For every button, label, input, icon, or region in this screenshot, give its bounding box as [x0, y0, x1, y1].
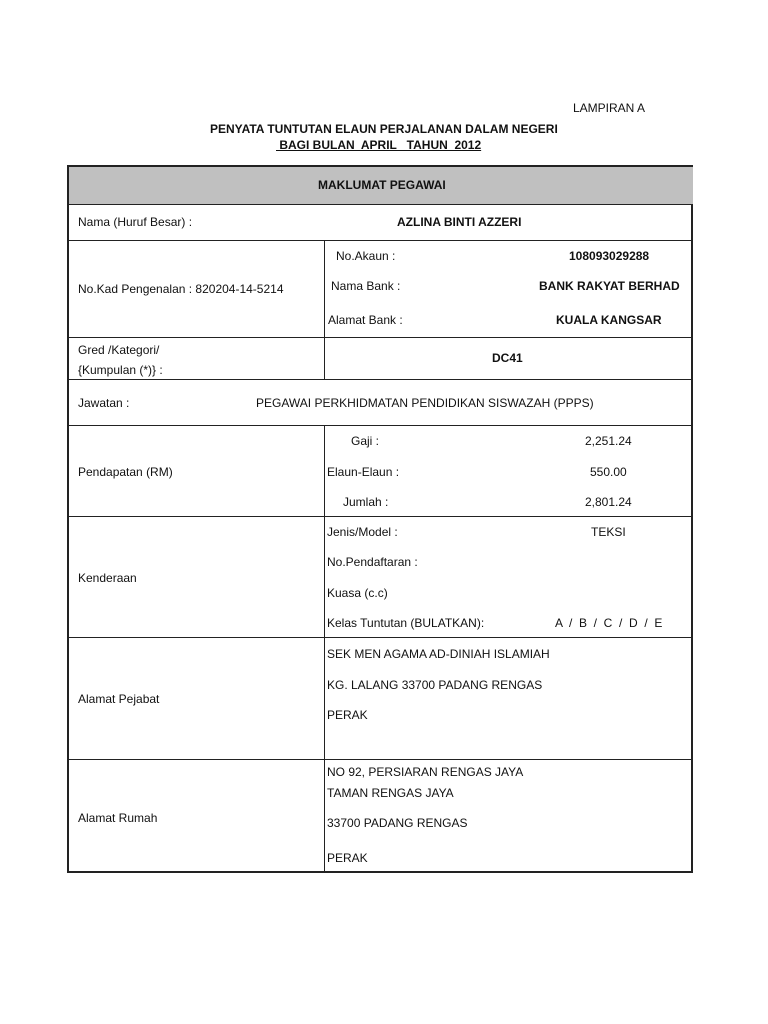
office-address-label: Alamat Pejabat: [78, 692, 160, 706]
name-value: AZLINA BINTI AZZERI: [397, 215, 522, 229]
home-address-line: TAMAN RENGAS JAYA: [327, 786, 454, 800]
grade-label-line1: Gred /Kategori/: [78, 343, 160, 357]
row-divider: [68, 379, 693, 380]
column-divider: [324, 425, 325, 873]
row-divider: [68, 759, 693, 760]
bank-name-label: Nama Bank :: [331, 279, 401, 293]
office-address-line: PERAK: [327, 708, 368, 722]
vehicle-capacity-label: Kuasa (c.c): [327, 586, 388, 600]
row-divider: [68, 637, 693, 638]
home-address-line: NO 92, PERSIARAN RENGAS JAYA: [327, 765, 524, 779]
row-divider: [68, 425, 693, 426]
bank-address-label: Alamat Bank :: [328, 313, 403, 327]
bank-name-value: BANK RAKYAT BERHAD: [539, 279, 680, 293]
row-divider: [68, 240, 693, 241]
row-divider: [68, 337, 693, 338]
office-address-line: KG. LALANG 33700 PADANG RENGAS: [327, 678, 543, 692]
claim-class-options: A / B / C / D / E: [555, 616, 663, 630]
section-title: MAKLUMAT PEGAWAI: [318, 178, 446, 192]
ic-label: No.Kad Pengenalan : 820204-14-5214: [78, 282, 284, 296]
bank-address-value: KUALA KANGSAR: [556, 313, 662, 327]
position-value: PEGAWAI PERKHIDMATAN PENDIDIKAN SISWAZAH (PPPS): [256, 396, 594, 410]
row-divider: [68, 516, 693, 517]
salary-value: 2,251.24: [585, 434, 632, 448]
grade-label-line2: {Kumpulan (*)} :: [78, 363, 163, 377]
income-label: Pendapatan (RM): [78, 465, 173, 479]
position-label: Jawatan :: [78, 396, 130, 410]
allowance-value: 550.00: [590, 465, 627, 479]
vehicle-model-label: Jenis/Model :: [327, 525, 398, 539]
office-address-line: SEK MEN AGAMA AD-DINIAH ISLAMIAH: [327, 647, 550, 661]
vehicle-registration-label: No.Pendaftaran :: [327, 555, 418, 569]
vehicle-label: Kenderaan: [78, 571, 137, 585]
vehicle-model-value: TEKSI: [591, 525, 626, 539]
home-address-line: PERAK: [327, 851, 368, 865]
attachment-label: LAMPIRAN A: [573, 101, 646, 115]
account-value: 108093029288: [569, 249, 650, 263]
column-divider: [324, 240, 325, 379]
name-label: Nama (Huruf Besar) :: [78, 215, 193, 229]
home-address-label: Alamat Rumah: [78, 811, 158, 825]
document-title: PENYATA TUNTUTAN ELAUN PERJALANAN DALAM NEGERI: [210, 122, 558, 136]
row-divider: [68, 204, 693, 205]
claim-class-label: Kelas Tuntutan (BULATKAN):: [327, 616, 485, 630]
total-value: 2,801.24: [585, 495, 632, 509]
document-period: BAGI BULAN APRIL TAHUN 2012: [276, 138, 482, 152]
home-address-line: 33700 PADANG RENGAS: [327, 816, 468, 830]
total-label: Jumlah :: [343, 495, 389, 509]
account-label: No.Akaun :: [336, 249, 396, 263]
allowance-label: Elaun-Elaun :: [327, 465, 400, 479]
salary-label: Gaji :: [351, 434, 380, 448]
grade-value: DC41: [492, 351, 523, 365]
